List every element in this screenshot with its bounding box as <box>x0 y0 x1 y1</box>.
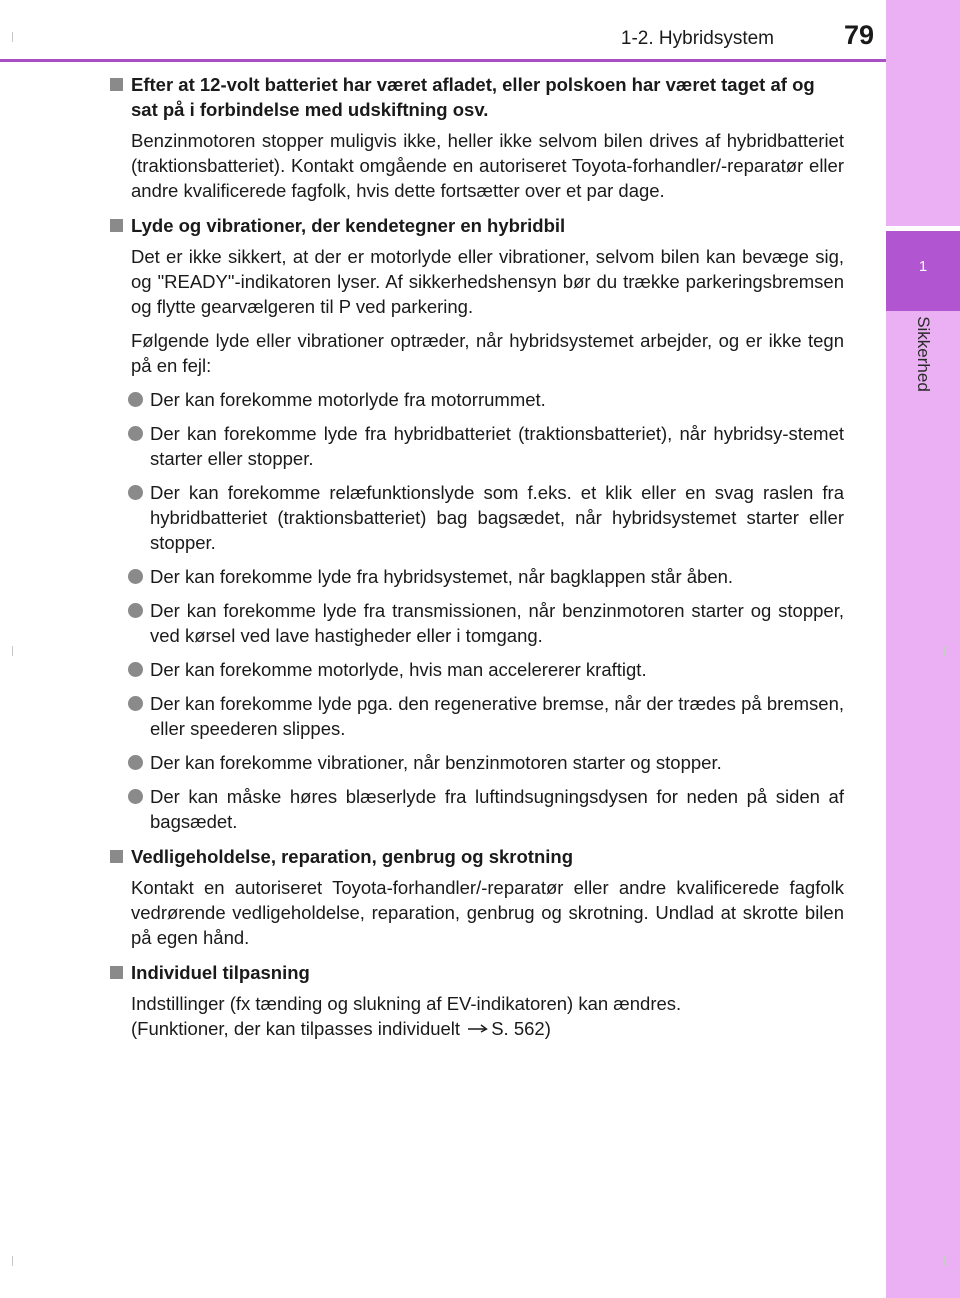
circle-bullet-icon <box>128 426 143 441</box>
section-title: 1-2. Hybridsystem <box>620 28 774 49</box>
square-bullet-icon <box>110 850 123 863</box>
circle-bullet-icon <box>128 789 143 804</box>
crop-mark <box>12 1256 13 1266</box>
page-reference-link[interactable]: S. 562) <box>491 1018 551 1039</box>
circle-bullet-icon <box>128 603 143 618</box>
list-item: Der kan forekomme lyde fra hybridbatteriet (traktionsbatteriet), når hybridsy-stemet starter eller stopper. <box>110 421 844 471</box>
chapter-number: 1 <box>918 258 928 275</box>
crop-mark <box>12 32 13 42</box>
chapter-side-tab <box>886 0 960 1298</box>
page-number: 79 <box>843 20 874 50</box>
crop-mark <box>944 646 945 656</box>
section-sounds <box>110 213 844 834</box>
list-item: Der kan forekomme lyde fra transmissionen, når benzinmotoren starter og stopper, ved kørsel ved lave hastigheder eller i tomgang. <box>110 598 844 648</box>
square-bullet-icon <box>110 219 123 232</box>
paragraph: Det er ikke sikkert, at der er motorlyde eller vibrationer, selvom bilen kan bevæge sig, og "READY"-indikatoren lyser. Af sikkerhedshensyn bør du trække parkeringsbremsen og flytte gearvælgeren til P ved parkering. <box>131 246 844 317</box>
section-customization <box>110 960 844 1041</box>
paragraph: Følgende lyde eller vibrationer optræder, når hybridsystemet arbejder, og er ikke tegn på en fejl: <box>131 330 844 376</box>
section-battery <box>110 72 844 203</box>
list-item: Der kan forekomme relæfunktionslyde som f.eks. et klik eller en svag raslen fra hybridbatteriet (traktionsbatteriet) bag bagsædet, når hybridsystemet starter eller stopper. <box>110 480 844 555</box>
chapter-label: Sikkerhed <box>914 316 933 392</box>
crop-mark <box>944 1256 945 1266</box>
square-bullet-icon <box>110 966 123 979</box>
list-item: Der kan forekomme vibrationer, når benzinmotoren starter og stopper. <box>110 750 844 775</box>
paragraph: Kontakt en autoriseret Toyota-forhandler/-reparatør eller andre kvalificerede fagfolk vedrørende vedligeholdelse, reparation, genbrug og skrotning. Undlad at skrotte bilen på egen hånd. <box>131 877 844 948</box>
header-rule <box>0 59 886 62</box>
section-heading: Vedligeholdelse, reparation, genbrug og skrotning <box>110 844 844 869</box>
circle-bullet-icon <box>128 392 143 407</box>
list-item: Der kan forekomme motorlyde, hvis man accelererer kraftigt. <box>110 657 844 682</box>
circle-bullet-icon <box>128 755 143 770</box>
section-heading: Efter at 12-volt batteriet har været afladet, eller polskoen har været taget af og sat på i forbindelse med udskiftning osv. <box>110 72 844 122</box>
paragraph: Benzinmotoren stopper muligvis ikke, heller ikke selvom bilen drives af hybridbatteriet (traktionsbatteriet). Kontakt omgående en autoriseret Toyota-forhandler/-reparatør eller andre kvalificerede fagfolk, hvis dette fortsætter over et par dage. <box>131 130 844 201</box>
circle-bullet-icon <box>128 569 143 584</box>
page-header <box>0 0 886 62</box>
section-heading: Individuel tilpasning <box>110 960 844 985</box>
paragraph: Indstillinger (fx tænding og slukning af EV-indikatoren) kan ændres. (Funktioner, der kan tilpasses individuelt S. 562) <box>131 993 682 1039</box>
circle-bullet-icon <box>128 662 143 677</box>
list-item: Der kan måske høres blæserlyde fra luftindsugningsdysen for neden på siden af bagsædet. <box>110 784 844 834</box>
arrow-right-icon <box>467 1021 489 1033</box>
circle-bullet-icon <box>128 485 143 500</box>
circle-bullet-icon <box>128 696 143 711</box>
crop-mark <box>12 646 13 656</box>
square-bullet-icon <box>110 78 123 91</box>
section-maintenance <box>110 844 844 950</box>
list-item: Der kan forekomme lyde pga. den regenerative bremse, når der trædes på bremsen, eller speederen slippes. <box>110 691 844 741</box>
list-item: Der kan forekomme motorlyde fra motorrummet. <box>110 387 844 412</box>
section-heading: Lyde og vibrationer, der kendetegner en hybridbil <box>110 213 844 238</box>
list-item: Der kan forekomme lyde fra hybridsystemet, når bagklappen står åben. <box>110 564 844 589</box>
page-content <box>110 72 844 1051</box>
